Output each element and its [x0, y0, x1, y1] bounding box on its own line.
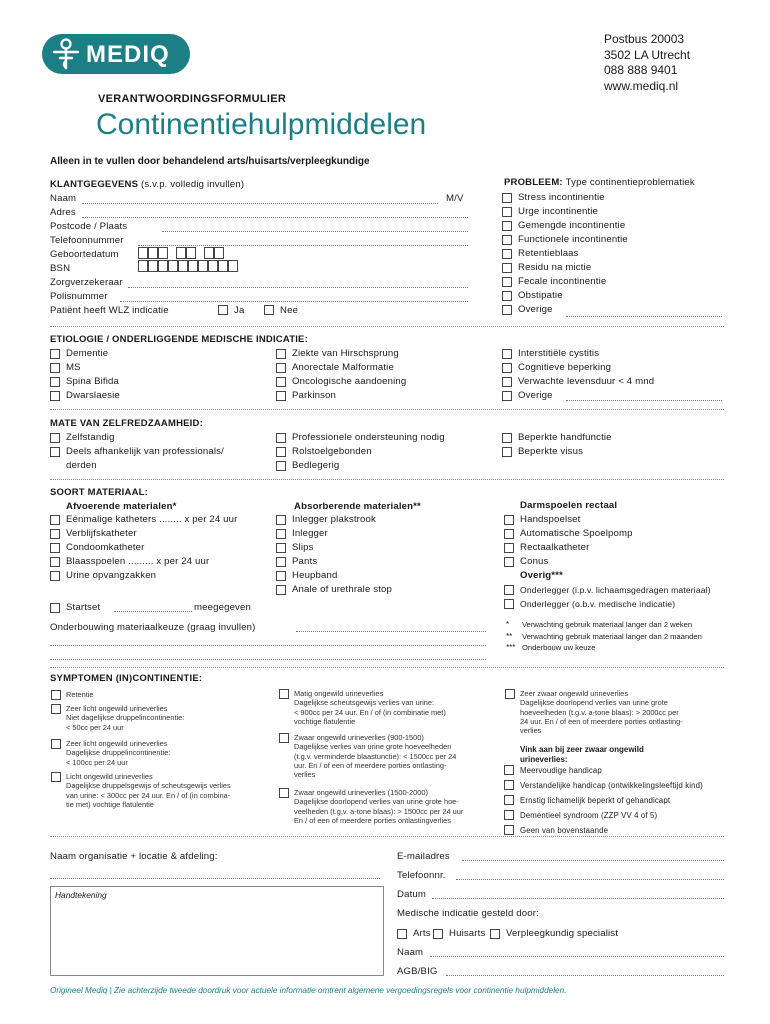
checkbox[interactable]	[50, 571, 60, 581]
option-label: Oncologische aandoening	[292, 376, 407, 387]
checkbox[interactable]	[50, 433, 60, 443]
etiologie-option[interactable]	[502, 376, 654, 387]
symptoom-text: uur. En / of een of meerdere porties ontlasting-	[294, 760, 447, 770]
zelfred-option[interactable]	[276, 432, 445, 443]
option-label: Overige	[518, 390, 553, 401]
afvoerende-option[interactable]	[50, 556, 209, 567]
naam2-field[interactable]	[430, 956, 724, 957]
bsn-label: BSN	[50, 263, 71, 274]
checkbox[interactable]	[276, 515, 286, 525]
symptoom-text: tie met) vochtige flatulentie	[66, 799, 154, 809]
option-label: Stress incontinentie	[518, 192, 605, 203]
signature-label: Handtekening	[55, 890, 107, 900]
checkbox[interactable]	[504, 765, 514, 775]
startset-field[interactable]	[114, 611, 192, 612]
checkbox[interactable]	[490, 929, 500, 939]
symptoom-text: Matig ongewild urineverlies	[294, 689, 384, 698]
checkbox[interactable]	[276, 585, 286, 595]
instruction-text: Alleen in te vullen door behandelend arts/huisarts/verpleegkundige	[50, 156, 370, 167]
checkbox[interactable]	[504, 515, 514, 525]
checkbox[interactable]	[502, 433, 512, 443]
section-subtitle: (s.v.p. volledig invullen)	[140, 179, 245, 190]
symptoom-text: 24 uur. En / of een of meerdere porties ontlasting-	[520, 716, 683, 726]
etiologie-option[interactable]	[276, 362, 394, 373]
option-label: Spina Bifida	[66, 376, 120, 387]
checkbox[interactable]	[504, 810, 514, 820]
etiologie-option[interactable]	[50, 348, 108, 359]
symptoom-text: Zwaar ongewild urineverlies (900-1500)	[294, 733, 424, 742]
darmspoelen-option[interactable]	[504, 542, 589, 553]
zelfred-option[interactable]	[50, 432, 115, 443]
option-label: Huisarts	[449, 928, 486, 939]
symptoom-option[interactable]	[294, 733, 499, 779]
absorberende-option[interactable]	[276, 528, 328, 539]
telefoon-label: Telefoonnummer	[50, 235, 124, 246]
divider	[50, 667, 724, 668]
etiologie-option[interactable]	[50, 362, 81, 373]
option-label: Cognitieve beperking	[518, 362, 612, 373]
darmspoelen-option[interactable]	[504, 514, 580, 525]
zelfred-option[interactable]	[276, 460, 339, 471]
postcode-label: Postcode / Plaats	[50, 221, 128, 232]
checkbox[interactable]	[50, 515, 60, 525]
option-label: Condoomkatheter	[66, 542, 145, 553]
section-probleem-title	[504, 177, 695, 188]
divider	[50, 326, 724, 327]
geboortedatum-label: Geboortedatum	[50, 249, 119, 260]
zelfred-option[interactable]	[502, 446, 583, 457]
checkbox[interactable]	[50, 447, 60, 457]
option-label: Ziekte van Hirschsprung	[292, 348, 399, 359]
checkbox[interactable]	[276, 447, 286, 457]
symptoom-text: Niet dagelijkse druppelincontinentie:	[66, 713, 185, 723]
option-label: Obstipatie	[518, 290, 563, 301]
etiologie-option[interactable]	[502, 362, 611, 373]
vink-option[interactable]	[504, 780, 703, 790]
option-label: Functionele incontinentie	[518, 234, 628, 245]
checkbox[interactable]	[502, 447, 512, 457]
checkbox[interactable]	[276, 571, 286, 581]
checkbox[interactable]	[51, 690, 61, 700]
vink-option[interactable]	[504, 795, 670, 805]
option-label: Dwarslaesie	[66, 390, 120, 401]
checkbox[interactable]	[50, 377, 60, 387]
symptoom-text: verlies	[294, 770, 316, 780]
probleem-option[interactable]	[502, 206, 598, 217]
symptoom-text: < 100cc per 24 uur	[66, 757, 128, 767]
checkbox[interactable]	[50, 543, 60, 553]
symptoom-option[interactable]	[66, 739, 271, 767]
probleem-option[interactable]	[502, 262, 591, 273]
option-label: Geen van bovenstaande	[520, 825, 609, 835]
wlz-label: Patiënt heeft WLZ indicatie	[50, 305, 169, 316]
option-label: Beperkte visus	[518, 446, 584, 457]
option-label: Verpleegkundig specialist	[506, 928, 619, 939]
organisatie-label: Naam organisatie + locatie & afdeling:	[50, 851, 218, 862]
probleem-option[interactable]	[502, 234, 628, 245]
section-etiologie-title: ETIOLOGIE / ONDERLIGGENDE MEDISCHE INDICATIE:	[50, 334, 308, 345]
section-materiaal-title: SOORT MATERIAAL:	[50, 487, 149, 498]
probleem-option[interactable]	[502, 248, 579, 259]
option-label: Meervoudige handicap	[520, 765, 602, 775]
telefoon2-label: Telefoonnr.	[397, 870, 446, 881]
option-label: Overige	[518, 304, 553, 315]
onderbouwing-field-line[interactable]	[50, 659, 486, 660]
footer-text: Origineel Mediq | Zie achterzijde tweede doordruk voor actuele informatie omtrent algemene vergoedingsregels voor continentie hulpmiddelen.	[50, 986, 567, 995]
vink-title	[520, 745, 644, 765]
checkbox[interactable]	[276, 557, 286, 567]
checkbox[interactable]	[504, 529, 514, 539]
footnote-mark: ***	[506, 643, 516, 652]
zelfred-option[interactable]	[276, 446, 372, 457]
option-label: Urine opvangzakken	[66, 570, 157, 581]
absorberende-option[interactable]	[276, 570, 337, 581]
option-label: Rolstoelgebonden	[292, 446, 372, 457]
postcode-field[interactable]	[162, 231, 468, 232]
footnote-text: Verwachting gebruik materiaal langer dan 2 maanden	[522, 631, 702, 641]
probleem-overige-field[interactable]	[566, 316, 722, 317]
polisnummer-label: Polisnummer	[50, 291, 108, 302]
option-label: Arts	[413, 928, 431, 939]
checkbox[interactable]	[502, 305, 512, 315]
symptoom-text: (t.g.v. verminderde blaastunctie): < 1500cc per 24	[294, 751, 457, 761]
checkbox[interactable]	[51, 704, 61, 714]
checkbox[interactable]	[502, 221, 512, 231]
section-title: PROBLEEM:	[504, 177, 563, 188]
symptoom-text: Dagelijkse scheutsgewijs verlies van urine:	[294, 698, 435, 708]
section-title: KLANTGEGEVENS	[50, 179, 139, 190]
darmspoelen-option[interactable]	[504, 556, 548, 567]
symptoom-text: vochtige flatulentie	[294, 716, 356, 726]
option-label: Heupband	[292, 570, 338, 581]
option-label: Startset	[66, 602, 101, 613]
option-label: Dementieel syndroom (ZZP VV 4 of 5)	[520, 810, 658, 820]
etiologie-option[interactable]	[502, 348, 599, 359]
symptoom-text: Licht ongewild urineverlies	[66, 772, 153, 781]
checkbox[interactable]	[276, 391, 286, 401]
option-label: Bedlegerig	[292, 460, 340, 471]
checkbox[interactable]	[276, 377, 286, 387]
adres-label: Adres	[50, 207, 76, 218]
checkbox[interactable]	[51, 739, 61, 749]
checkbox[interactable]	[50, 557, 60, 567]
bsn-cells[interactable]	[138, 260, 238, 272]
etiologie-option[interactable]	[276, 376, 406, 387]
polisnummer-field[interactable]	[120, 301, 468, 302]
absorberende-option[interactable]	[276, 584, 392, 595]
overig-option[interactable]	[504, 585, 711, 595]
option-label: Dementie	[66, 348, 109, 359]
medische-indicatie-label: Medische indicatie gesteld door:	[397, 908, 539, 919]
agb-label: AGB/BIG	[397, 966, 438, 977]
option-label: Pants	[292, 556, 318, 567]
checkbox[interactable]	[51, 772, 61, 782]
probleem-option[interactable]	[502, 220, 625, 231]
checkbox[interactable]	[502, 263, 512, 273]
adres-field[interactable]	[82, 217, 468, 218]
checkbox[interactable]	[50, 363, 60, 373]
vink-option[interactable]	[504, 810, 657, 820]
zelfred-option[interactable]	[502, 432, 612, 443]
symptoom-text: van urine: < 300cc per 24 uur. En / of (in combina-	[66, 790, 231, 800]
option-label: Parkinson	[292, 390, 337, 401]
wlz-nee-checkbox[interactable]	[264, 305, 274, 315]
etiologie-option[interactable]	[276, 390, 336, 401]
section-klantgegevens-title	[50, 179, 244, 190]
logo-text: MEDIQ	[86, 41, 170, 68]
address-line: 3502 LA Utrecht	[604, 47, 691, 62]
checkbox[interactable]	[502, 377, 512, 387]
option-label: Rectaalkatheter	[520, 542, 590, 553]
absorberende-option[interactable]	[276, 556, 317, 567]
checkbox[interactable]	[502, 363, 512, 373]
vink-option[interactable]	[504, 825, 608, 835]
option-label: MS	[66, 362, 81, 373]
option-label: Zelfstandig	[66, 432, 115, 443]
telefoon-field[interactable]	[138, 245, 468, 246]
option-label: Urge incontinentie	[518, 206, 599, 217]
checkbox[interactable]	[276, 363, 286, 373]
option-label-continued: derden	[66, 460, 97, 471]
option-label: Onderlegger (o.b.v. medische indicatie)	[520, 599, 676, 609]
option-label: Eénmalige katheters ........ x per 24 uur	[66, 514, 238, 525]
wlz-ja-label: Ja	[234, 305, 245, 316]
absorberende-option[interactable]	[276, 514, 376, 525]
checkbox[interactable]	[502, 235, 512, 245]
checkbox[interactable]	[276, 543, 286, 553]
option-label: Deels afhankelijk van professionals/	[66, 446, 224, 457]
option-label: Inlegger plakstrook	[292, 514, 376, 525]
datum-field[interactable]	[432, 898, 724, 899]
checkbox[interactable]	[397, 929, 407, 939]
option-label: Onderlegger (i.p.v. lichaamsgedragen materiaal)	[520, 585, 711, 595]
divider	[50, 836, 724, 837]
onderbouwing-field-line[interactable]	[50, 645, 486, 646]
footnote-text: Verwachting gebruik materiaal langer dan 2 weken	[522, 620, 693, 629]
symptoom-text: < 900cc per 24 uur. En / of (in combinatie met)	[294, 707, 446, 717]
organisatie-field[interactable]	[50, 878, 380, 879]
etiologie-overige-field[interactable]	[566, 400, 722, 401]
absorberende-option[interactable]	[276, 542, 314, 553]
onderbouwing-label: Onderbouwing materiaalkeuze (graag invullen)	[50, 622, 256, 633]
checkbox[interactable]	[50, 603, 60, 613]
checkbox[interactable]	[276, 461, 286, 471]
section-symptomen-title: SYMPTOMEN (IN)CONTINENTIE:	[50, 673, 203, 684]
darmspoelen-title: Darmspoelen rectaal	[520, 500, 618, 511]
probleem-option[interactable]	[502, 192, 605, 203]
option-label: Anale of urethrale stop	[292, 584, 392, 595]
checkbox[interactable]	[50, 529, 60, 539]
checkbox[interactable]	[504, 557, 514, 567]
symptoom-option[interactable]	[294, 788, 499, 825]
option-label: Verwachte levensduur < 4 mnd	[518, 376, 655, 387]
vink-title-line: Vink aan bij zeer zwaar ongewild	[520, 745, 644, 754]
checkbox[interactable]	[505, 689, 515, 699]
telefoon2-field[interactable]	[456, 879, 724, 880]
mediq-symbol-icon	[48, 34, 88, 74]
zorgverzekeraar-field[interactable]	[128, 287, 468, 288]
darmspoelen-option[interactable]	[504, 528, 633, 539]
onderbouwing-field[interactable]	[296, 631, 486, 632]
startset-option[interactable]	[50, 602, 100, 613]
afvoerende-option[interactable]	[50, 528, 137, 539]
etiologie-option[interactable]	[502, 390, 553, 401]
probleem-option[interactable]	[502, 290, 563, 301]
symptoom-text: Zeer licht ongewild urineverlies	[66, 739, 168, 748]
probleem-option[interactable]	[502, 304, 553, 315]
checkbox[interactable]	[502, 349, 512, 359]
absorberende-title: Absorberende materialen**	[294, 501, 421, 512]
symptoom-option[interactable]	[66, 772, 271, 809]
checkbox[interactable]	[502, 249, 512, 259]
checkbox[interactable]	[50, 391, 60, 401]
vink-title-line: urineverlies:	[520, 755, 568, 764]
option-label: Conus	[520, 556, 549, 567]
checkbox[interactable]	[502, 207, 512, 217]
email-label: E-mailadres	[397, 851, 450, 862]
checkbox[interactable]	[433, 929, 443, 939]
checkbox[interactable]	[50, 349, 60, 359]
document-type: VERANTWOORDINGSFORMULIER	[98, 93, 287, 105]
naam-field[interactable]	[82, 203, 438, 204]
checkbox[interactable]	[504, 780, 514, 790]
arts-option[interactable]	[397, 928, 431, 939]
address-line: Postbus 20003	[604, 32, 685, 46]
etiologie-option[interactable]	[50, 390, 120, 401]
divider	[50, 409, 724, 410]
address-line: 088 888 9401	[604, 63, 678, 77]
naam-label: Naam	[50, 193, 77, 204]
footnote-text: Onderbouw uw keuze	[522, 643, 596, 652]
option-label: Inlegger	[292, 528, 328, 539]
section-zelfredzaamheid-title: MATE VAN ZELFREDZAAMHEID:	[50, 418, 203, 429]
gender-label: M/V	[446, 193, 464, 204]
option-label: Anorectale Malformatie	[292, 362, 394, 373]
checkbox[interactable]	[279, 788, 289, 798]
checkbox[interactable]	[279, 689, 289, 699]
option-label: Verstandelijke handicap (ontwikkelingsleeftijd kind)	[520, 780, 703, 790]
symptoom-option[interactable]	[66, 690, 271, 699]
afvoerende-option[interactable]	[50, 542, 145, 553]
checkbox[interactable]	[504, 585, 514, 595]
address-line: www.mediq.nl	[604, 78, 679, 93]
checkbox[interactable]	[504, 543, 514, 553]
verpleegkundig-option[interactable]	[490, 928, 618, 939]
option-label: Gemengde incontinentie	[518, 220, 626, 231]
checkbox[interactable]	[502, 291, 512, 301]
checkbox[interactable]	[504, 795, 514, 805]
option-label: Verblijfskatheter	[66, 528, 137, 539]
option-label: Blaasspoelen ......... x per 24 uur	[66, 556, 210, 567]
footnote-mark: **	[506, 631, 513, 641]
option-label: Retentieblaas	[518, 248, 579, 259]
option-label: Slips	[292, 542, 314, 553]
option-label: Beperkte handfunctie	[518, 432, 612, 443]
datum-label: Datum	[397, 889, 427, 900]
zelfred-option[interactable]	[50, 446, 224, 457]
zorgverzekeraar-label: Zorgverzekeraar	[50, 277, 123, 288]
divider	[50, 479, 724, 480]
wlz-nee-label: Nee	[280, 305, 299, 316]
footnote-mark: *	[506, 620, 510, 629]
symptoom-text: Retentie	[66, 690, 94, 699]
checkbox[interactable]	[502, 277, 512, 287]
checkbox[interactable]	[276, 529, 286, 539]
symptoom-text: Zwaar ongewild urineverlies (1500-2000)	[294, 788, 428, 797]
meegegeven-label: meegegeven	[194, 602, 251, 613]
option-label: Ernstig lichamelijk beperkt of gehandicapt	[520, 795, 671, 805]
wlz-ja-checkbox[interactable]	[218, 305, 228, 315]
address-block	[604, 32, 690, 94]
symptoom-text: Dagelijkse druppelincontinentie:	[66, 748, 171, 758]
vink-option[interactable]	[504, 765, 602, 775]
symptoom-text: < 50cc per 24 uur	[66, 722, 124, 732]
checkbox[interactable]	[504, 825, 514, 835]
agb-field[interactable]	[446, 975, 724, 976]
option-label: Professionele ondersteuning nodig	[292, 432, 445, 443]
checkbox[interactable]	[279, 733, 289, 743]
symptoom-text: verlies	[520, 726, 542, 736]
checkbox[interactable]	[276, 349, 286, 359]
afvoerende-option[interactable]	[50, 514, 237, 525]
checkbox[interactable]	[502, 193, 512, 203]
symptoom-text: veelheden (t.g.v. a-tone blaas): > 1500cc per 24 uur	[294, 806, 464, 816]
symptoom-text: hoeveelheden (t.g.v. a-tone blaas): > 2000cc per	[520, 707, 679, 717]
page-title: Continentiehulpmiddelen	[96, 108, 427, 141]
signature-box[interactable]	[50, 886, 384, 976]
option-label: Residu na mictie	[518, 262, 592, 273]
probleem-option[interactable]	[502, 276, 606, 287]
option-label: Automatische Spoelpomp	[520, 528, 633, 539]
symptoom-option[interactable]	[294, 689, 499, 726]
checkbox[interactable]	[276, 433, 286, 443]
symptoom-text: En / of een of meerdere porties ontlastingverlies	[294, 815, 451, 825]
symptoom-text: Dagelijkse verlies van urine grote hoeveelheden	[294, 742, 452, 752]
checkbox[interactable]	[504, 599, 514, 609]
etiologie-option[interactable]	[276, 348, 399, 359]
option-label: Interstitiële cystitis	[518, 348, 600, 359]
symptoom-text: Zeer licht ongewild urineverlies	[66, 704, 168, 713]
section-subtitle: Type continentieproblematiek	[565, 177, 695, 188]
overig-title: Overig***	[520, 570, 563, 581]
symptoom-text: Dagelijkse doorlopend verlies van urine grote	[520, 698, 668, 708]
symptoom-text: Dagelijkse druppelsgewijs of scheutsgewijs verlies	[66, 781, 231, 791]
naam2-label: Naam	[397, 947, 424, 958]
option-label: Fecale incontinentie	[518, 276, 607, 287]
huisarts-option[interactable]	[433, 928, 485, 939]
email-field[interactable]	[462, 860, 724, 861]
afvoerende-option[interactable]	[50, 570, 156, 581]
symptoom-option[interactable]	[66, 704, 271, 732]
overig-option[interactable]	[504, 599, 675, 609]
etiologie-option[interactable]	[50, 376, 119, 387]
geboortedatum-cells[interactable]	[138, 247, 224, 259]
symptoom-text: Zeer zwaar ongewild urineverlies	[520, 689, 629, 698]
symptoom-option[interactable]	[520, 689, 725, 735]
symptoom-text: Dagelijkse doorlopend verlies van urine grote hoe-	[294, 797, 459, 807]
checkbox[interactable]	[502, 391, 512, 401]
option-label: Handspoelset	[520, 514, 581, 525]
afvoerende-title: Afvoerende materialen*	[66, 501, 177, 512]
